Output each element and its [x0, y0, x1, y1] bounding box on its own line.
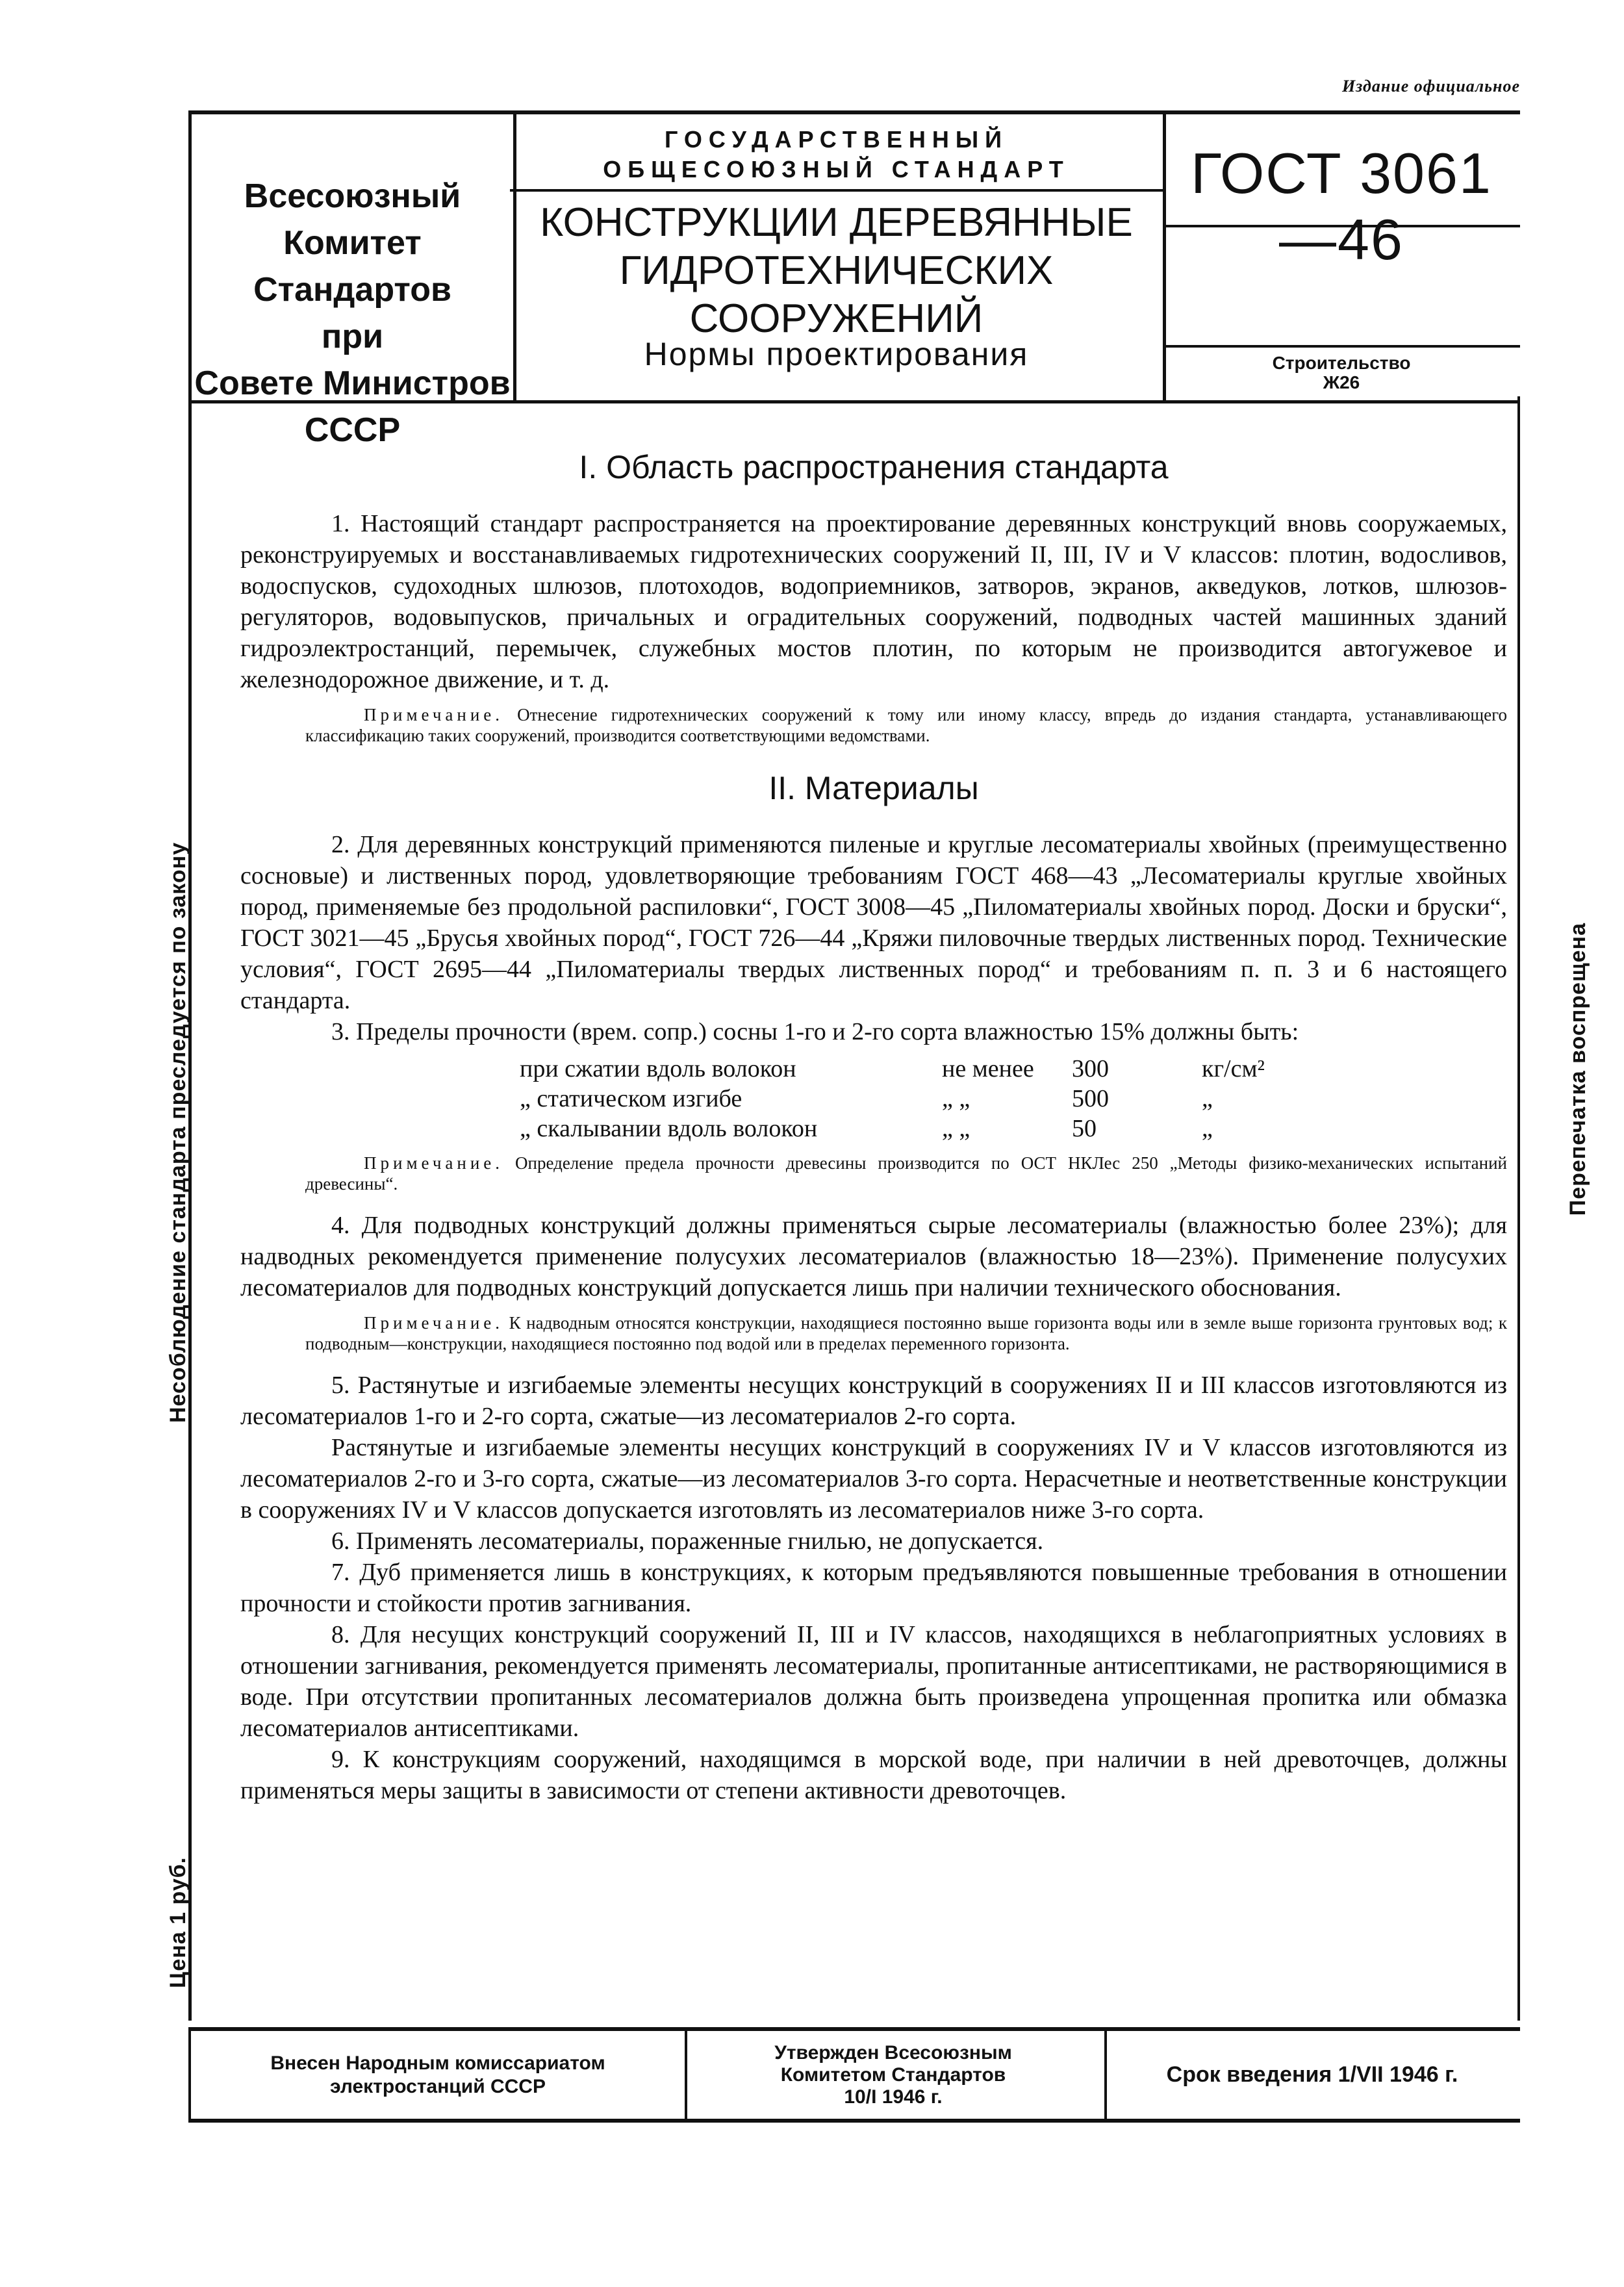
standard-title: [510, 199, 1163, 343]
limit-unit: кг/см²: [1202, 1055, 1265, 1082]
divider: [510, 189, 1163, 192]
note: [305, 1312, 1507, 1354]
limit-unit: „: [1202, 1085, 1213, 1112]
limit-condition: не менее: [942, 1055, 1034, 1082]
document-body: [240, 448, 1507, 1806]
divider: [1163, 225, 1520, 227]
edition-mark: Издание официальное: [1341, 77, 1520, 96]
table-row: [520, 1054, 1507, 1084]
note-label: Примечание.: [364, 1313, 504, 1333]
number-cell: [1163, 114, 1520, 400]
footer-line: Внесен Народным комиссариатом: [270, 2052, 605, 2074]
note-text: К надводным относятся конструкции, находящиеся постоянно выше горизонта воды или в земле выше горизонта грунтовых вод; к подводным—конструкции, находящиеся постоянно под водой или в пределах переменного горизонта.: [305, 1313, 1507, 1353]
table-row: [520, 1114, 1507, 1144]
table-row: [520, 1084, 1507, 1114]
note-label: Примечание.: [364, 705, 504, 724]
paragraph: 4. Для подводных конструкций должны применяться сырые лесоматериалы (влажностью более 23%); для надводных рекомендуется применение полусухих лесоматериалов (влажностью 18—23%). Применение полусухих лесоматериалов для подводных конструкций допускается лишь при наличии технического обоснования.: [240, 1212, 1507, 1301]
limit-unit: „: [1202, 1115, 1213, 1142]
limit-label: „ скалывании вдоль волокон: [520, 1115, 818, 1142]
note-text: Отнесение гидротехнических сооружений к тому или иному классу, впредь до издания стандарта, устанавливающего классификацию таких сооружений, производится соответствующими ведомствами.: [305, 705, 1507, 745]
paragraph: 8. Для несущих конструкций сооружений II, III и IV классов, находящихся в неблагоприятных условиях в отношении загнивания, рекомендуется применять лесоматериалы, пропитанные антисептиками, не растворяющимися в воде. При отсутствии пропитанных лесоматериалов должна быть произведена упрощенная пропитка или обмазка лесоматериалов антисептиками.: [240, 1621, 1507, 1742]
limit-condition: „ „: [942, 1085, 971, 1112]
approved-by-cell: [682, 2031, 1107, 2119]
note-text: Определение предела прочности древесины производится по ОСТ НКЛес 250 „Методы физико-механических испытаний древесины“.: [305, 1153, 1507, 1194]
footer-line: 10/I 1946 г.: [844, 2086, 943, 2108]
paragraph: 5. Растянутые и изгибаемые элементы несущих конструкций в сооружениях II и III классов изготовляются из лесоматериалов 1-го и 2-го сорта, сжатые—из лесоматериалов 2-го сорта.: [240, 1372, 1507, 1430]
law-notice: Несоблюдение стандарта преследуется по закону: [166, 841, 190, 1423]
limit-label: „ статическом изгибе: [520, 1085, 742, 1112]
title-line: ГИДРОТЕХНИЧЕСКИХ: [619, 248, 1054, 293]
committee-line: при: [321, 318, 384, 355]
approval-footer: [188, 2027, 1520, 2123]
footer-line: Комитетом Стандартов: [780, 2063, 1006, 2086]
committee-line: Совете Министров: [194, 364, 511, 402]
divider: [1163, 345, 1520, 348]
effective-date-cell: [1104, 2031, 1520, 2119]
limit-value: 50: [1072, 1115, 1097, 1142]
classification-group: [1163, 353, 1520, 392]
classification-line: Строительство: [1272, 353, 1411, 373]
state-standard-line: ОБЩЕСОЮЗНЫЙ СТАНДАРТ: [603, 156, 1070, 183]
committee-cell: [188, 114, 516, 449]
price-label: Цена 1 руб.: [166, 1856, 190, 1988]
paragraph: 3. Пределы прочности (врем. сопр.) сосны 1-го и 2-го сорта влажностью 15% должны быть:: [331, 1018, 1299, 1045]
frame-line: [1517, 396, 1520, 2021]
committee-line: Всесоюзный: [244, 177, 461, 215]
limit-value: 300: [1072, 1055, 1109, 1082]
submitted-by-cell: [188, 2031, 687, 2119]
section-heading: I. Область распространения стандарта: [579, 449, 1169, 485]
title-line: СООРУЖЕНИЙ: [689, 296, 983, 341]
note: [305, 1153, 1507, 1194]
section-heading: II. Материалы: [768, 770, 979, 806]
classification-line: Ж26: [1323, 372, 1360, 392]
standard-header: [188, 110, 1520, 449]
title-cell: [510, 114, 1166, 400]
limit-label: при сжатии вдоль волокон: [520, 1055, 796, 1082]
paragraph: 7. Дуб применяется лишь в конструкциях, к которым предъявляются повышенные требования в отношении прочности и стойкости против загнивания.: [240, 1559, 1507, 1617]
footer-line: Утвержден Всесоюзным: [774, 2041, 1012, 2063]
reprint-notice: Перепечатка воспрещена: [1566, 923, 1590, 1216]
committee-line: Комитет Стандартов: [253, 224, 451, 309]
limit-value: 500: [1072, 1085, 1109, 1112]
submitted-by: [270, 2052, 605, 2099]
gost-number: ГОСТ 3061—46: [1191, 141, 1492, 272]
paragraph: 9. К конструкциям сооружений, находящимся в морской воде, при наличии в ней древоточцев, должны применяться меры защиты в зависимости от степени активности древоточцев.: [240, 1746, 1507, 1804]
paragraph: 1. Настоящий стандарт распространяется на проектирование деревянных конструкций вновь сооружаемых, реконструируемых и восстанавливаемых гидротехнических сооружений II, III, IV и V классов: плотин, водосливов, водоспусков, судоходных шлюзов, плотоходов, водоприемников, затворов, экранов, акведуков, лотков, шлюзов-регуляторов, водовыпусков, причальных и оградительных сооружений, подводных частей машинных зданий гидроэлектростанций, перемычек, служебных мостов плотин, по которым не производится автогужевое и железнодорожное движение, и т. д.: [240, 510, 1507, 693]
note: [305, 704, 1507, 746]
paragraph: Растянутые и изгибаемые элементы несущих конструкций в сооружениях IV и V классов изготовляются из лесоматериалов 2-го и 3-го сорта, сжатые—из лесоматериалов 3-го сорта. Нерасчетные и неответственные конструкции в сооружениях IV и V классов допускается изготовлять из лесоматериалов ниже 3-го сорта.: [240, 1434, 1507, 1524]
approved-by: [774, 2042, 1012, 2108]
strength-limits-table: [520, 1054, 1507, 1144]
limit-condition: „ „: [942, 1115, 971, 1142]
title-line: КОНСТРУКЦИИ ДЕРЕВЯННЫЕ: [540, 200, 1133, 245]
state-standard-label: [510, 125, 1163, 185]
paragraph: 6. Применять лесоматериалы, пораженные гнилью, не допускается.: [331, 1527, 1044, 1555]
committee-name: [192, 173, 513, 454]
standard-subtitle: Нормы проектирования: [644, 336, 1029, 372]
committee-line: СССР: [304, 411, 401, 449]
paragraph: 2. Для деревянных конструкций применяются пиленые и круглые лесоматериалы хвойных (преимущественно сосновые) и лиственных пород, удовлетворяющие требованиям ГОСТ 468—43 „Лесоматериалы круглые хвойных пород, применяемые без продольной распиловки“, ГОСТ 3008—45 „Пиломатериалы хвойных пород. Доски и бруски“, ГОСТ 3021—45 „Брусья хвойных пород“, ГОСТ 726—44 „Кряжи пиловочные твердых лиственных пород. Технические условия“, ГОСТ 2695—44 „Пиломатериалы твердых лиственных пород“ и требованиям п. п. 3 и 6 настоящего стандарта.: [240, 831, 1507, 1014]
note-label: Примечание.: [364, 1153, 504, 1173]
state-standard-line: ГОСУДАРСТВЕННЫЙ: [664, 126, 1008, 153]
footer-line: электростанций СССР: [330, 2075, 546, 2097]
effective-date: Срок введения 1/VII 1946 г.: [1166, 2062, 1458, 2087]
